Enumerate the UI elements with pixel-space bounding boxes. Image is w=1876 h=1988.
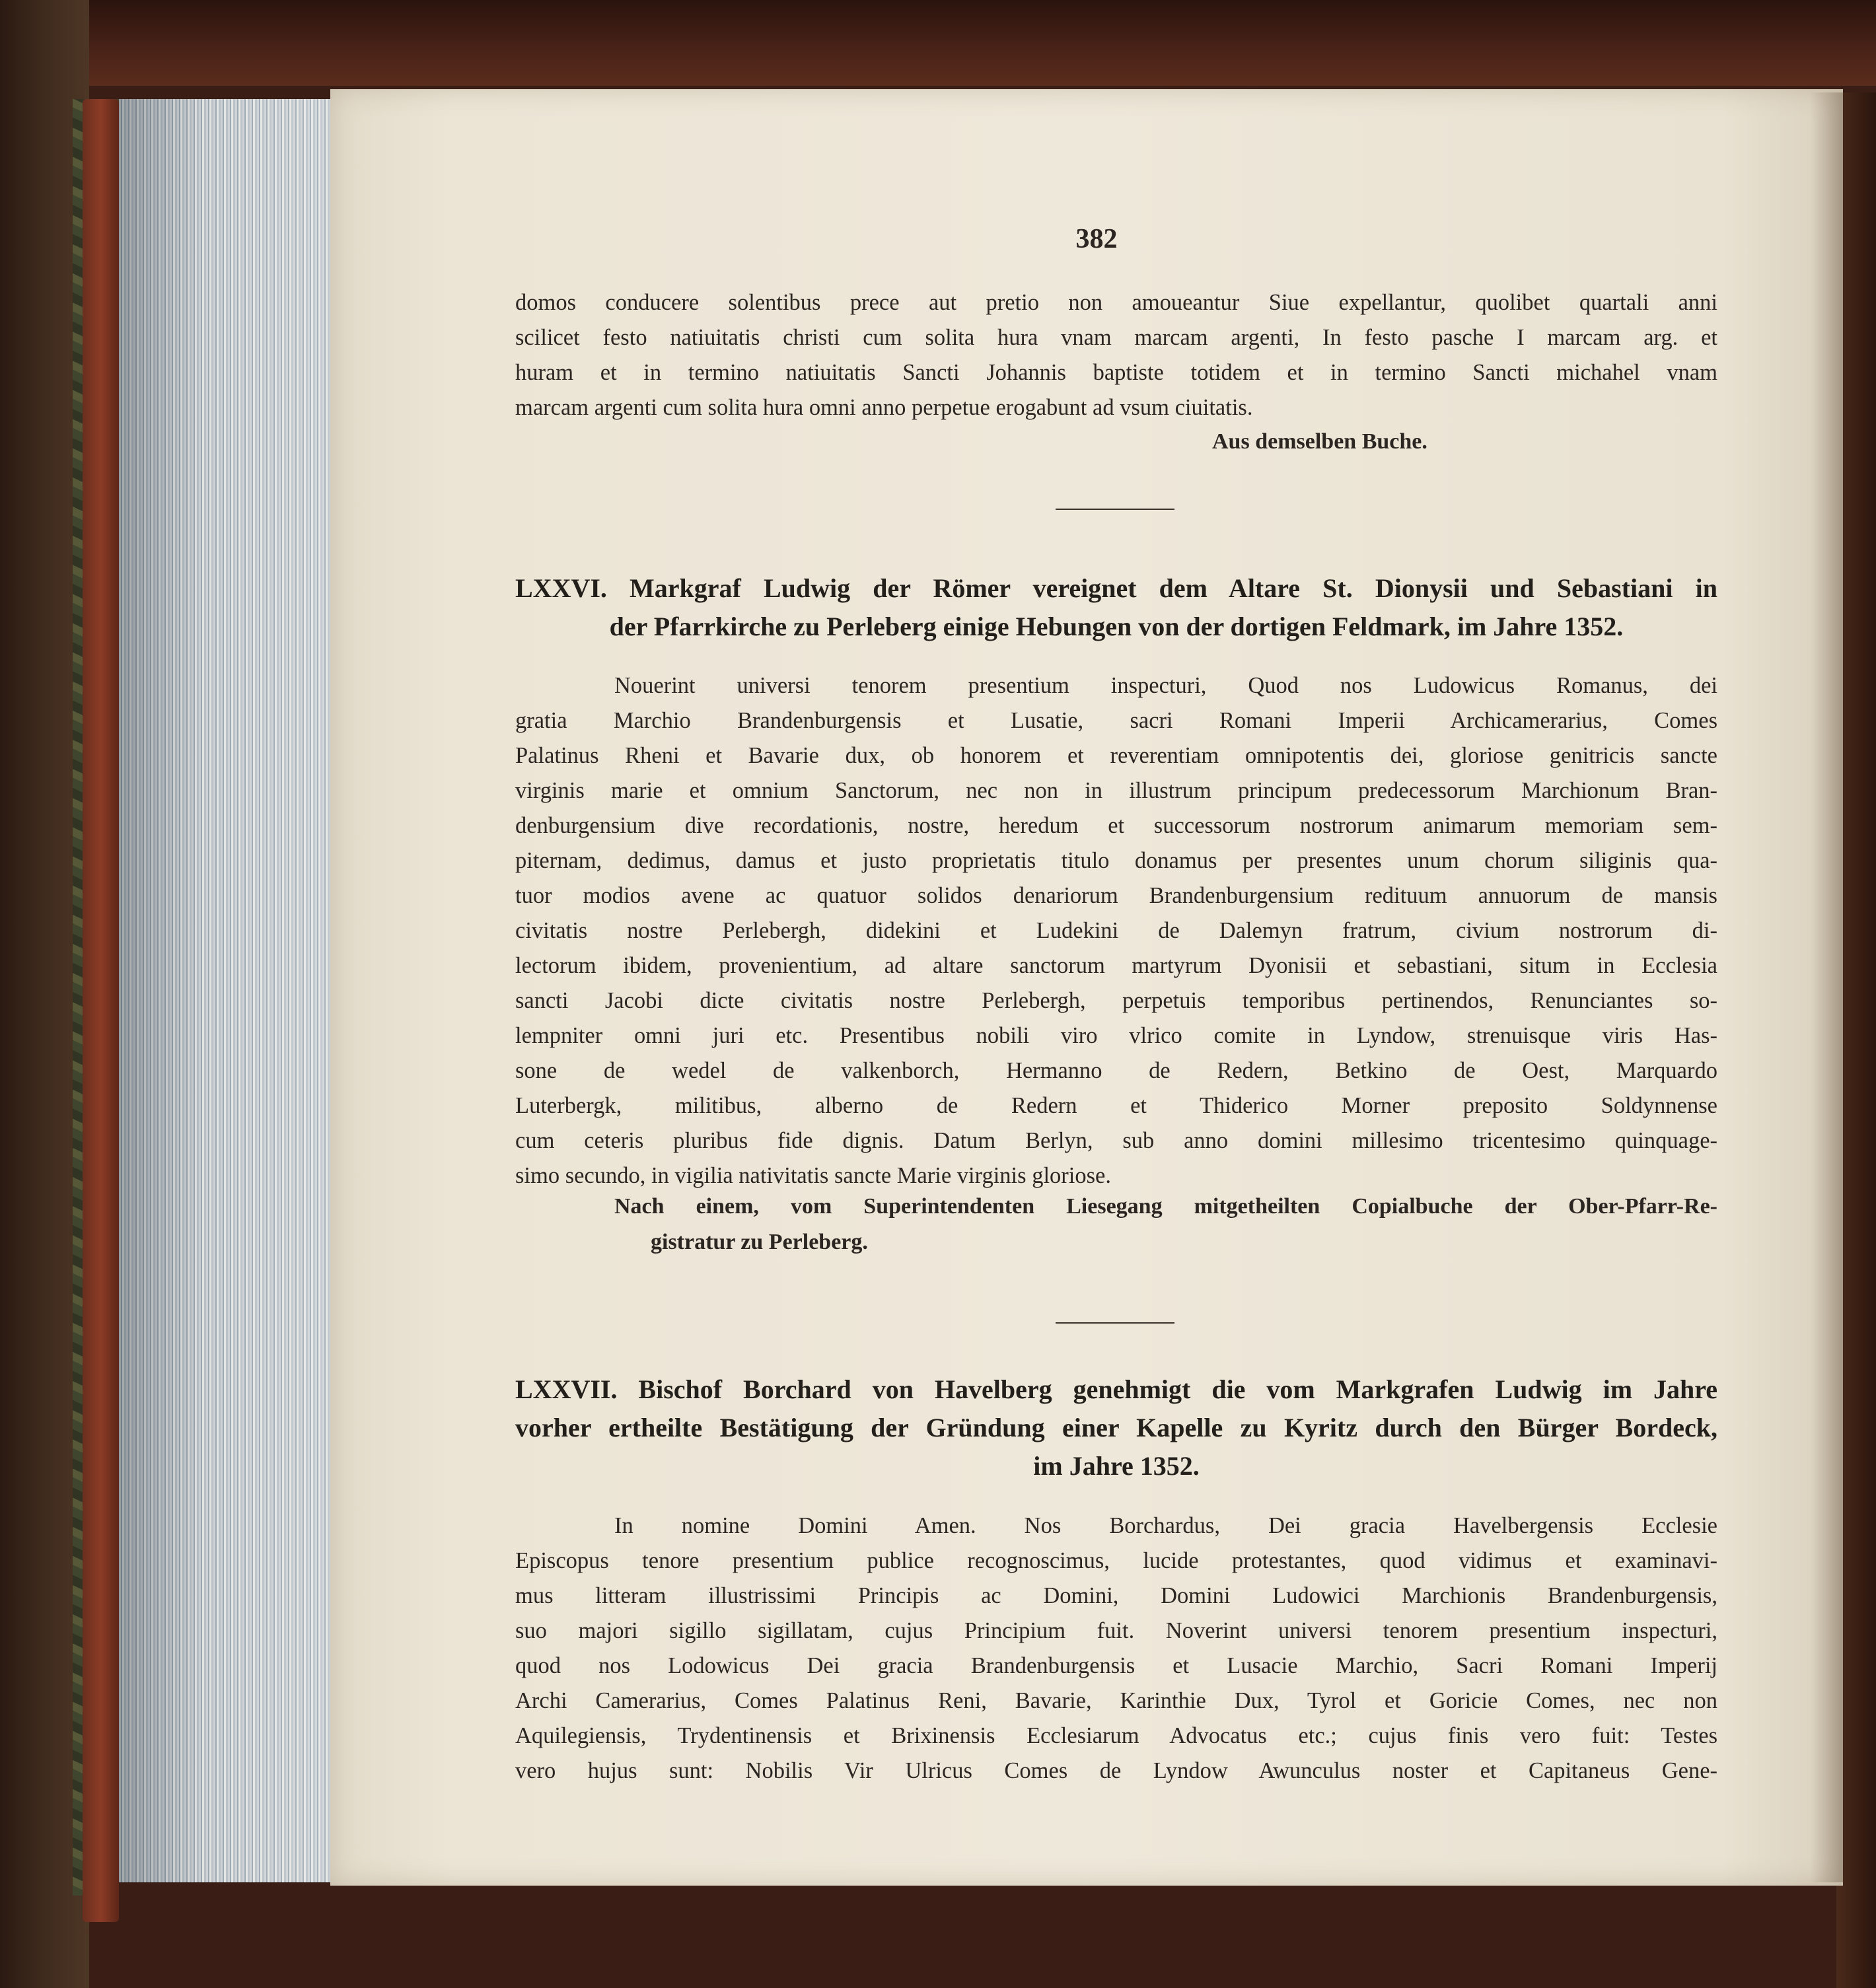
text-line: marcam argenti cum solita hura omni anno perpetue erogabunt ad vsum ciuitatis. (515, 395, 1253, 420)
section-76-text (515, 668, 1717, 1193)
text-line: Nouerint universi tenorem presentium inspecturi, Quod nos Ludowicus Romanus, dei (614, 673, 1717, 698)
section-divider (1056, 1322, 1174, 1324)
text-line: denburgensium dive recordationis, nostre, heredum et successorum nostrorum animarum memoriam sem- (515, 813, 1717, 838)
text-line: domos conducere solentibus prece aut pretio non amoueantur Siue expellantur, quolibet quartali anni (515, 290, 1717, 315)
text-line: sone de wedel de valkenborch, Hermanno de Redern, Betkino de Oest, Marquardo (515, 1058, 1717, 1083)
text-line: gratia Marchio Brandenburgensis et Lusatie, sacri Romani Imperii Archicamerarius, Comes (515, 708, 1717, 733)
text-line: Aquilegiensis, Trydentinensis et Brixinensis Ecclesiarum Advocatus etc.; cujus finis vero fuit: Testes (515, 1723, 1717, 1748)
page-curl-shadow (1810, 92, 1843, 1882)
text-line: virginis marie et omnium Sanctorum, nec non in illustrum principum predecessorum Marchionum Bran- (515, 778, 1717, 803)
text-line: Episcopus tenore presentium publice recognoscimus, lucide protestantes, quod vidimus et examinavi- (515, 1548, 1717, 1573)
text-line: tuor modios avene ac quatuor solidos denariorum Brandenburgensium redituum annuorum de mansis (515, 883, 1717, 908)
text-line: lectorum ibidem, provenientium, ad altare sanctorum martyrum Dyonisii et sebastiani, situm in Ecclesia (515, 953, 1717, 978)
heading-line: LXXVI. Markgraf Ludwig der Römer vereignet dem Altare St. Dionysii und Sebastiani in (515, 573, 1717, 603)
text-line: scilicet festo natiuitatis christi cum solita hura vnam marcam argenti, In festo pasche I marcam arg. et (515, 325, 1717, 350)
text-line: piternam, dedimus, damus et justo proprietatis titulo donamus per presentes unum chorum siliginis qua- (515, 848, 1717, 873)
heading-line: LXXVII. Bischof Borchard von Havelberg genehmigt die vom Markgrafen Ludwig im Jahre (515, 1374, 1717, 1404)
text-line: Luterbergk, militibus, alberno de Redern et Thiderico Morner preposito Soldynnense (515, 1093, 1717, 1118)
text-line: sancti Jacobi dicte civitatis nostre Perlebergh, perpetuis temporibus pertinendos, Renunciantes so- (515, 988, 1717, 1013)
text-line: huram et in termino natiuitatis Sancti Johannis baptiste totidem et in termino Sancti michahel vnam (515, 360, 1717, 385)
text-line: cum ceteris pluribus fide dignis. Datum Berlyn, sub anno domini millesimo tricentesimo quinquage- (515, 1128, 1717, 1153)
text-line: Archi Camerarius, Comes Palatinus Reni, Bavarie, Karinthie Dux, Tyrol et Goricie Comes, nec non (515, 1688, 1717, 1713)
heading-line: vorher ertheilte Bestätigung der Gründung einer Kapelle zu Kyritz durch den Bürger Bordeck, (515, 1413, 1717, 1442)
source-note-top: Aus demselben Buche. (1212, 429, 1427, 454)
source-note-76-line2: gistratur zu Perleberg. (651, 1230, 868, 1254)
source-note-76-line1: Nach einem, vom Superintendenten Liesegang mitgetheilten Copialbuche der Ober-Pfarr-Re- (614, 1194, 1717, 1219)
text-line: quod nos Lodowicus Dei gracia Brandenburgensis et Lusacie Marchio, Sacri Romani Imperij (515, 1653, 1717, 1678)
text-line: suo majori sigillo sigillatam, cujus Principium fuit. Noverint universi tenorem presentium inspecturi, (515, 1618, 1717, 1643)
page-number: 382 (1075, 224, 1118, 254)
text-line: civitatis nostre Perlebergh, didekini et Ludekini de Dalemyn fratrum, civium nostrorum di- (515, 918, 1717, 943)
paragraph-continued (515, 285, 1717, 425)
text-line: Palatinus Rheni et Bavarie dux, ob honorem et reverentiam omnipotentis dei, gloriose genitricis sancte (515, 743, 1717, 768)
section-76-heading (515, 569, 1717, 646)
text-line: vero hujus sunt: Nobilis Vir Ulricus Comes de Lyndow Awunculus noster et Capitaneus Gene- (515, 1758, 1717, 1783)
section-divider (1056, 509, 1174, 510)
leather-spine (83, 99, 119, 1922)
heading-line: im Jahre 1352. (1033, 1451, 1200, 1481)
text-line: In nomine Domini Amen. Nos Borchardus, Dei gracia Havelbergensis Ecclesie (614, 1513, 1717, 1538)
text-line: simo secundo, in vigilia nativitatis sancte Marie virginis gloriose. (515, 1163, 1111, 1188)
section-77-heading (515, 1370, 1717, 1485)
book-top-edge (0, 0, 1876, 86)
text-line: lempniter omni juri etc. Presentibus nobili viro vlrico comite in Lyndow, strenuisque viris Has- (515, 1023, 1717, 1048)
section-77-text (515, 1509, 1717, 1789)
page-edges-shadow (119, 99, 337, 1882)
text-line: mus litteram illustrissimi Principis ac Domini, Domini Ludowici Marchionis Brandenburgensis, (515, 1583, 1717, 1608)
heading-line: der Pfarrkirche zu Perleberg einige Hebungen von der dortigen Feldmark, im Jahre 1352. (609, 612, 1624, 641)
